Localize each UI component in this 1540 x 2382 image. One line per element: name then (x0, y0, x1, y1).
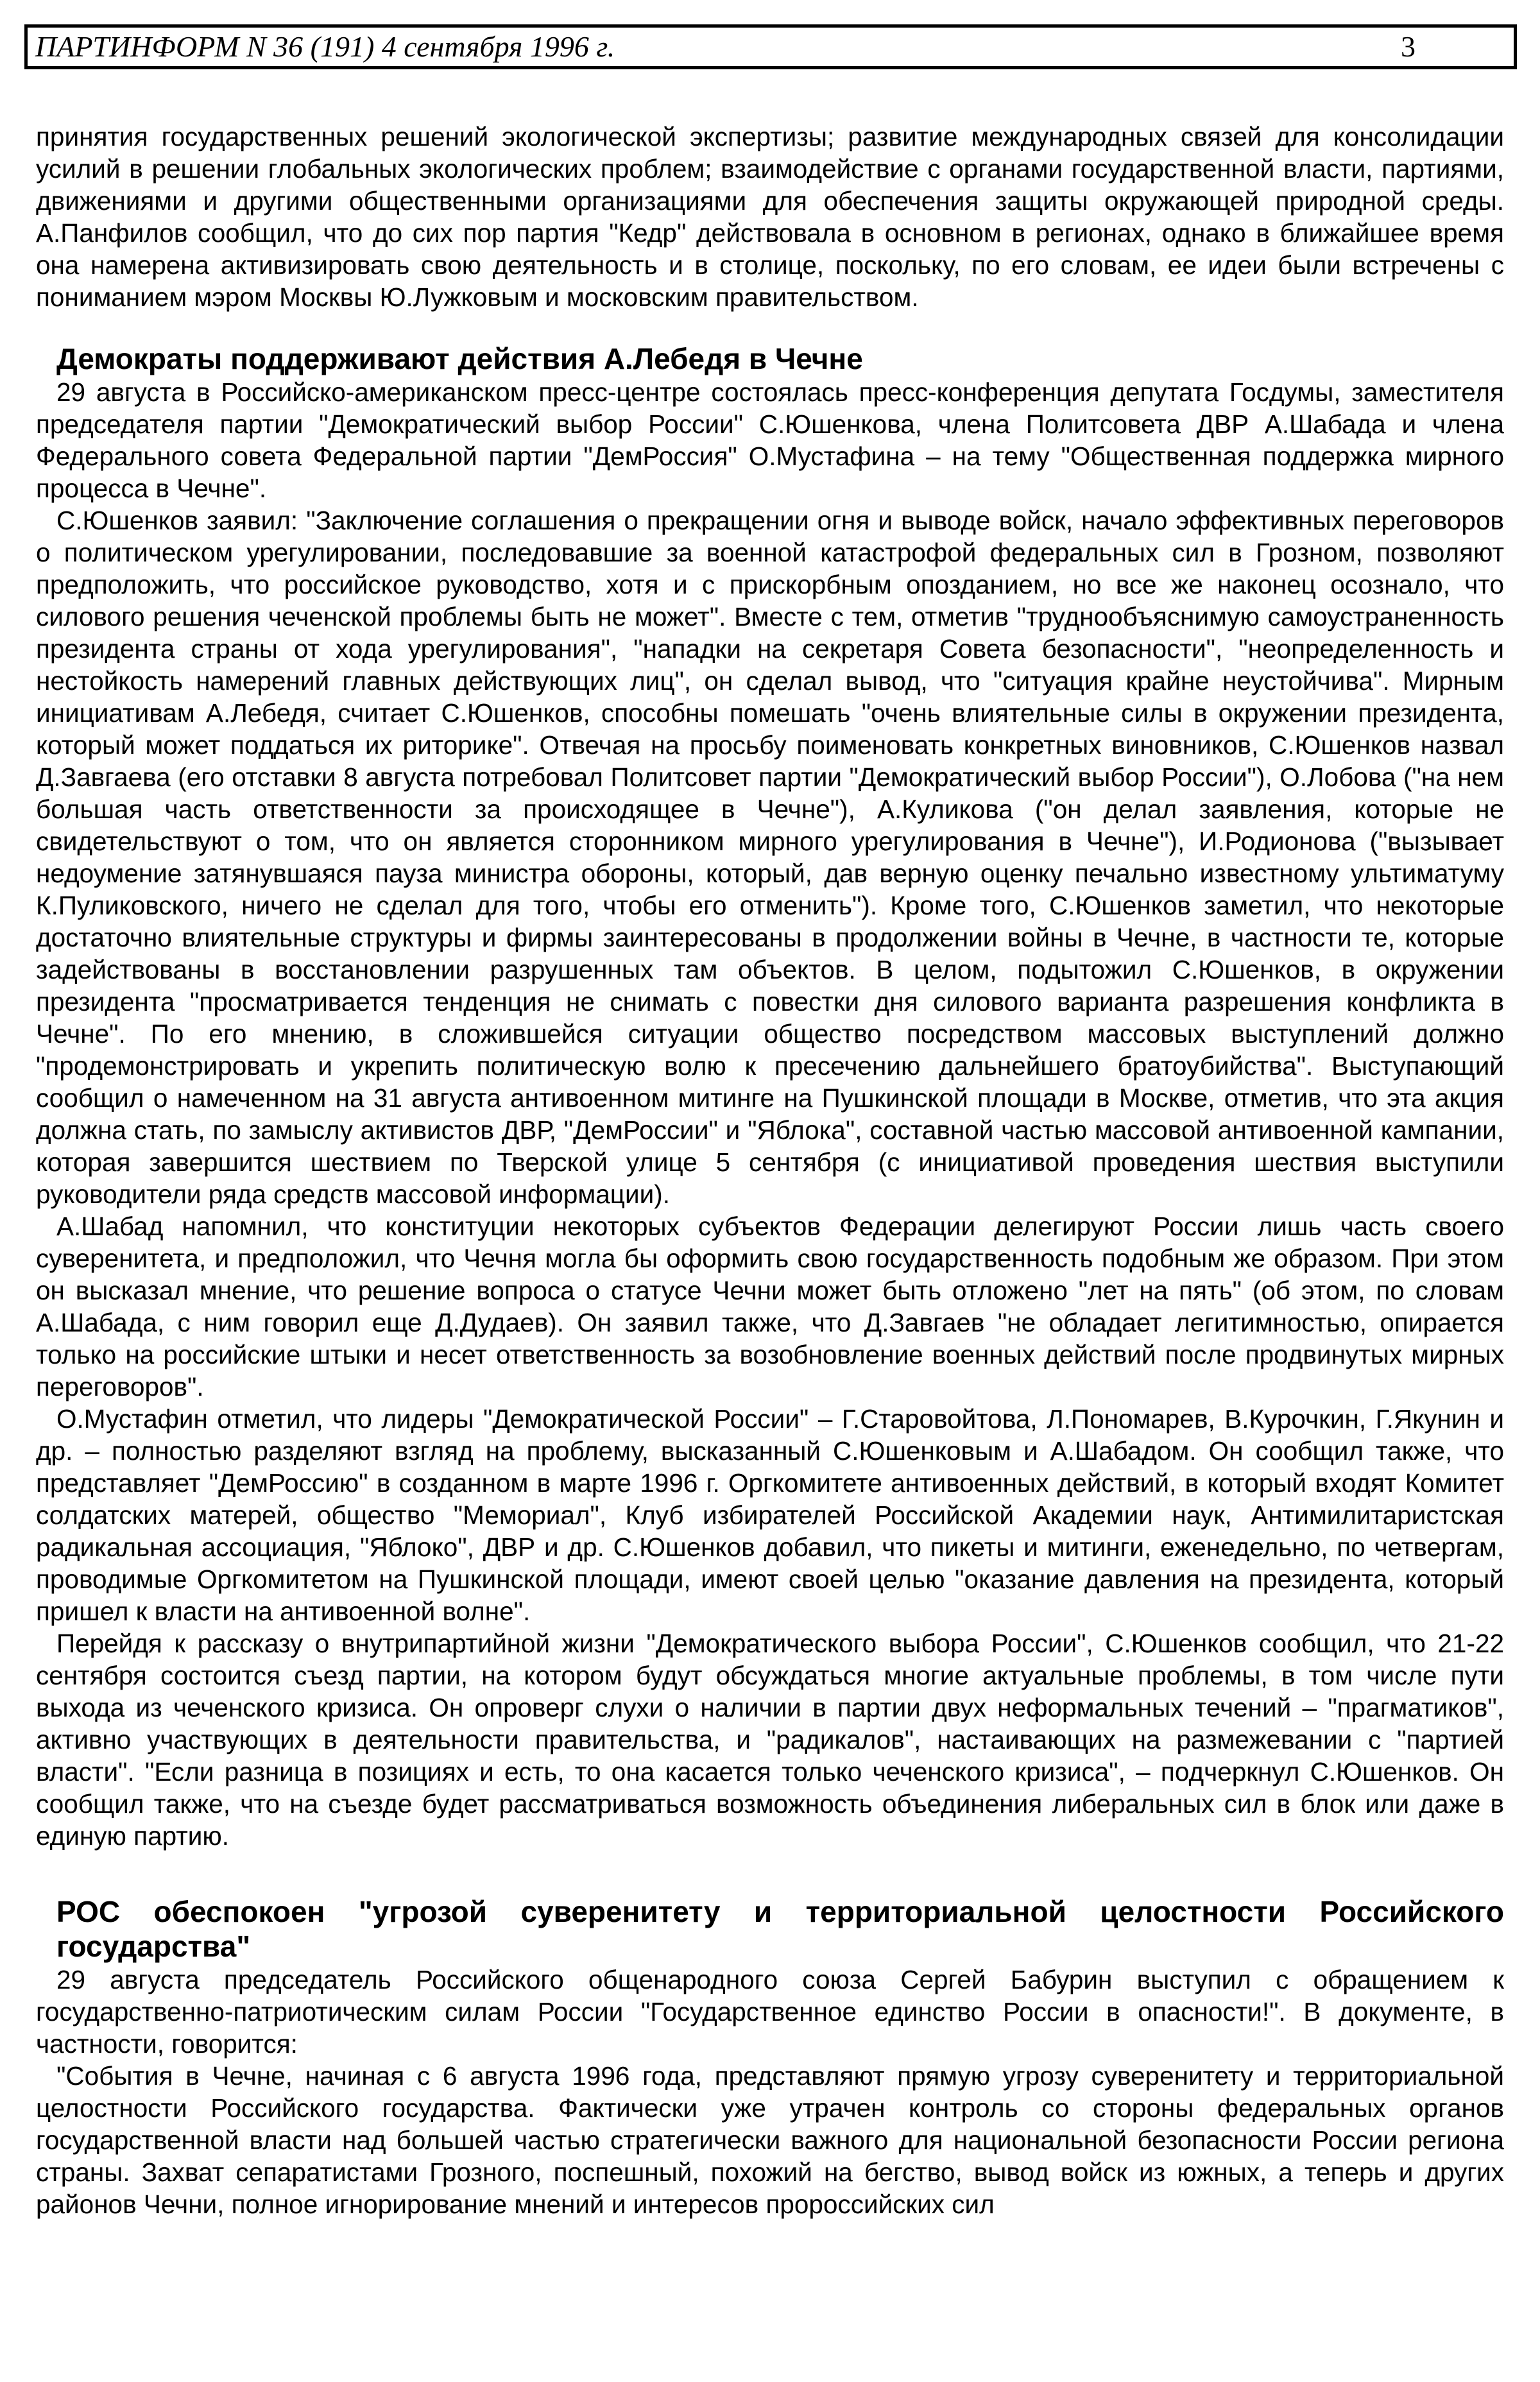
article2-paragraph-1: 29 августа председатель Российского общенародного союза Сергей Бабурин выступил с обращением к государственно-патриотическим силам России "Государственное единство России в опасности!". В документе, в частности, говорится: (36, 1965, 1504, 2059)
article1-paragraph-1: 29 августа в Российско-американском пресс-центре состоялась пресс-конференция депутата Госдумы, заместителя председателя партии "Демократический выбор России" С.Юшенкова, члена Политсовета ДВР А.Шабада и члена Федерального совета Федеральной партии "ДемРоссия" О.Мустафина – на тему "Общественная поддержка мирного процесса в Чечне". (36, 377, 1504, 503)
article-heading-ros: РОС обеспокоен "угрозой суверенитету и территориальной целостности Российского государства" (56, 1895, 1504, 1963)
page-header (24, 24, 1517, 69)
article1-paragraph-5: Перейдя к рассказу о внутрипартийной жизни "Демократического выбора России", С.Юшенков сообщил, что 21-22 сентября состоится съезд партии, на котором будут обсуждаться многие актуальные проблемы, в том числе пути выхода из чеченского кризиса. Он опроверг слухи о наличии в партии двух неформальных течений – "прагматиков", активно участвующих в деятельности правительства, и "радикалов", настаивающих на размежевании с "партией власти". "Если разница в позициях и есть, то она касается только чеченского кризиса", – подчеркнул С.Юшенков. Он сообщил также, что на съезде будет рассматриваться возможность объединения либеральных сил в блок или даже в единую партию. (36, 1629, 1504, 1851)
article-content (36, 121, 1504, 2220)
article1-paragraph-2: С.Юшенков заявил: "Заключение соглашения о прекращении огня и выводе войск, начало эффективных переговоров о политическом урегулировании, последовавшие за военной катастрофой федеральных сил в Грозном, позволяют предположить, что российское руководство, хотя и с прискорбным опозданием, но все же наконец осознало, что силового решения чеченской проблемы быть не может". Вместе с тем, отметив "труднообъяснимую самоустраненность президента страны от хода урегулирования", "нападки на секретаря Совета безопасности", "неопределенность и нестойкость намерений главных действующих лиц", он сделал вывод, что "ситуация крайне неустойчива". Мирным инициативам А.Лебедя, считает С.Юшенков, способны помешать "очень влиятельные силы в окружении президента, который может поддаться их риторике". Отвечая на просьбу поименовать конкретных виновников, С.Юшенков назвал Д.Завгаева (его отставки 8 августа потребовал Политсовет партии "Демократический выбор России"), О.Лобова ("на нем большая часть ответственности за происходящее в Чечне"), А.Куликова ("он делал заявления, которые не свидетельствуют о том, что он является сторонником мирного урегулирования в Чечне"), И.Родионова ("вызывает недоумение затянувшаяся пауза министра обороны, который, дав верную оценку печально известному ультиматуму К.Пуликовского, ничего не сделал для того, чтобы его отменить"). Кроме того, С.Юшенков заметил, что некоторые достаточно влиятельные структуры и фирмы заинтересованы в продолжении войны в Чечне, в частности те, которые задействованы в восстановлении разрушенных там объектов. В целом, подытожил С.Юшенков, в окружении президента "просматривается тенденция не снимать с повестки дня силового варианта разрешения конфликта в Чечне". По его мнению, в сложившейся ситуации общество посредством массовых выступлений должно "продемонстрировать и укрепить политическую волю к пресечению дальнейшего братоубийства". Выступающий сообщил о намеченном на 31 августа антивоенном митинге на Пушкинской площади в Москве, отметив, что эта акция должна стать, по замыслу активистов ДВР, "ДемРоссии" и "Яблока", составной частью массовой антивоенной кампании, которая завершится шествием по Тверской улице 5 сентября (с инициативой проведения шествия выступили руководители ряда средств массовой информации). (36, 506, 1504, 1209)
article1-paragraph-4: О.Мустафин отметил, что лидеры "Демократической России" – Г.Старовойтова, Л.Пономарев, В.Курочкин, Г.Якунин и др. – полностью разделяют взгляд на проблему, высказанный С.Юшенковым и А.Шабадом. Он сообщил также, что представляет "ДемРоссию" в созданном в марте 1996 г. Оргкомитете антивоенных действий, в который входят Комитет солдатских матерей, общество "Мемориал", Клуб избирателей Российской Академии наук, Антимилитаристская радикальная ассоциация, "Яблоко", ДВР и др. С.Юшенков добавил, что пикеты и митинги, еженедельно, по четвергам, проводимые Оргкомитетом на Пушкинской площади, имеют своей целью "оказание давления на президента, который пришел к власти на антивоенной волне". (36, 1404, 1504, 1626)
newspaper-issue-title: ПАРТИНФОРМ N 36 (191) 4 сентября 1996 г. (35, 30, 615, 63)
intro-paragraph: принятия государственных решений экологической экспертизы; развитие международных связей для консолидации усилий в решении глобальных экологических проблем; взаимодействие с органами государственной власти, партиями, движениями и другими общественными организациями для обеспечения защиты окружающей природной среды. А.Панфилов сообщил, что до сих пор партия "Кедр" действовала в основном в регионах, однако в ближайшее время она намерена активизировать свою деятельность и в столице, поскольку, по его словам, ее идеи были встречены с пониманием мэром Москвы Ю.Лужковым и московским правительством. (36, 122, 1504, 312)
article1-paragraph-3: А.Шабад напомнил, что конституции некоторых субъектов Федерации делегируют России лишь часть своего суверенитета, и предположил, что Чечня могла бы оформить свою государственность подобным же образом. При этом он высказал мнение, что решение вопроса о статусе Чечни может быть отложено "лет на пять" (об этом, по словам А.Шабада, с ним говорил еще Д.Дудаев). Он заявил также, что Д.Завгаев "не обладает легитимностью, опирается только на российские штыки и несет ответственность за возобновление военных действий после продвинутых мирных переговоров". (36, 1212, 1504, 1401)
article2-paragraph-2: "События в Чечне, начиная с 6 августа 1996 года, представляют прямую угрозу суверенитету и территориальной целостности Российского государства. Фактически уже утрачен контроль со стороны федеральных органов государственной власти над большей частью стратегически важного для национальной безопасности России региона страны. Захват сепаратистами Грозного, поспешный, похожий на бегство, вывод войск из южных, а теперь и других районов Чечни, полное игнорирование мнений и интересов пророссийских сил (36, 2061, 1504, 2219)
article-heading-democrats: Демократы поддерживают действия А.Лебедя в Чечне (56, 342, 863, 375)
page-number: 3 (1401, 30, 1416, 63)
